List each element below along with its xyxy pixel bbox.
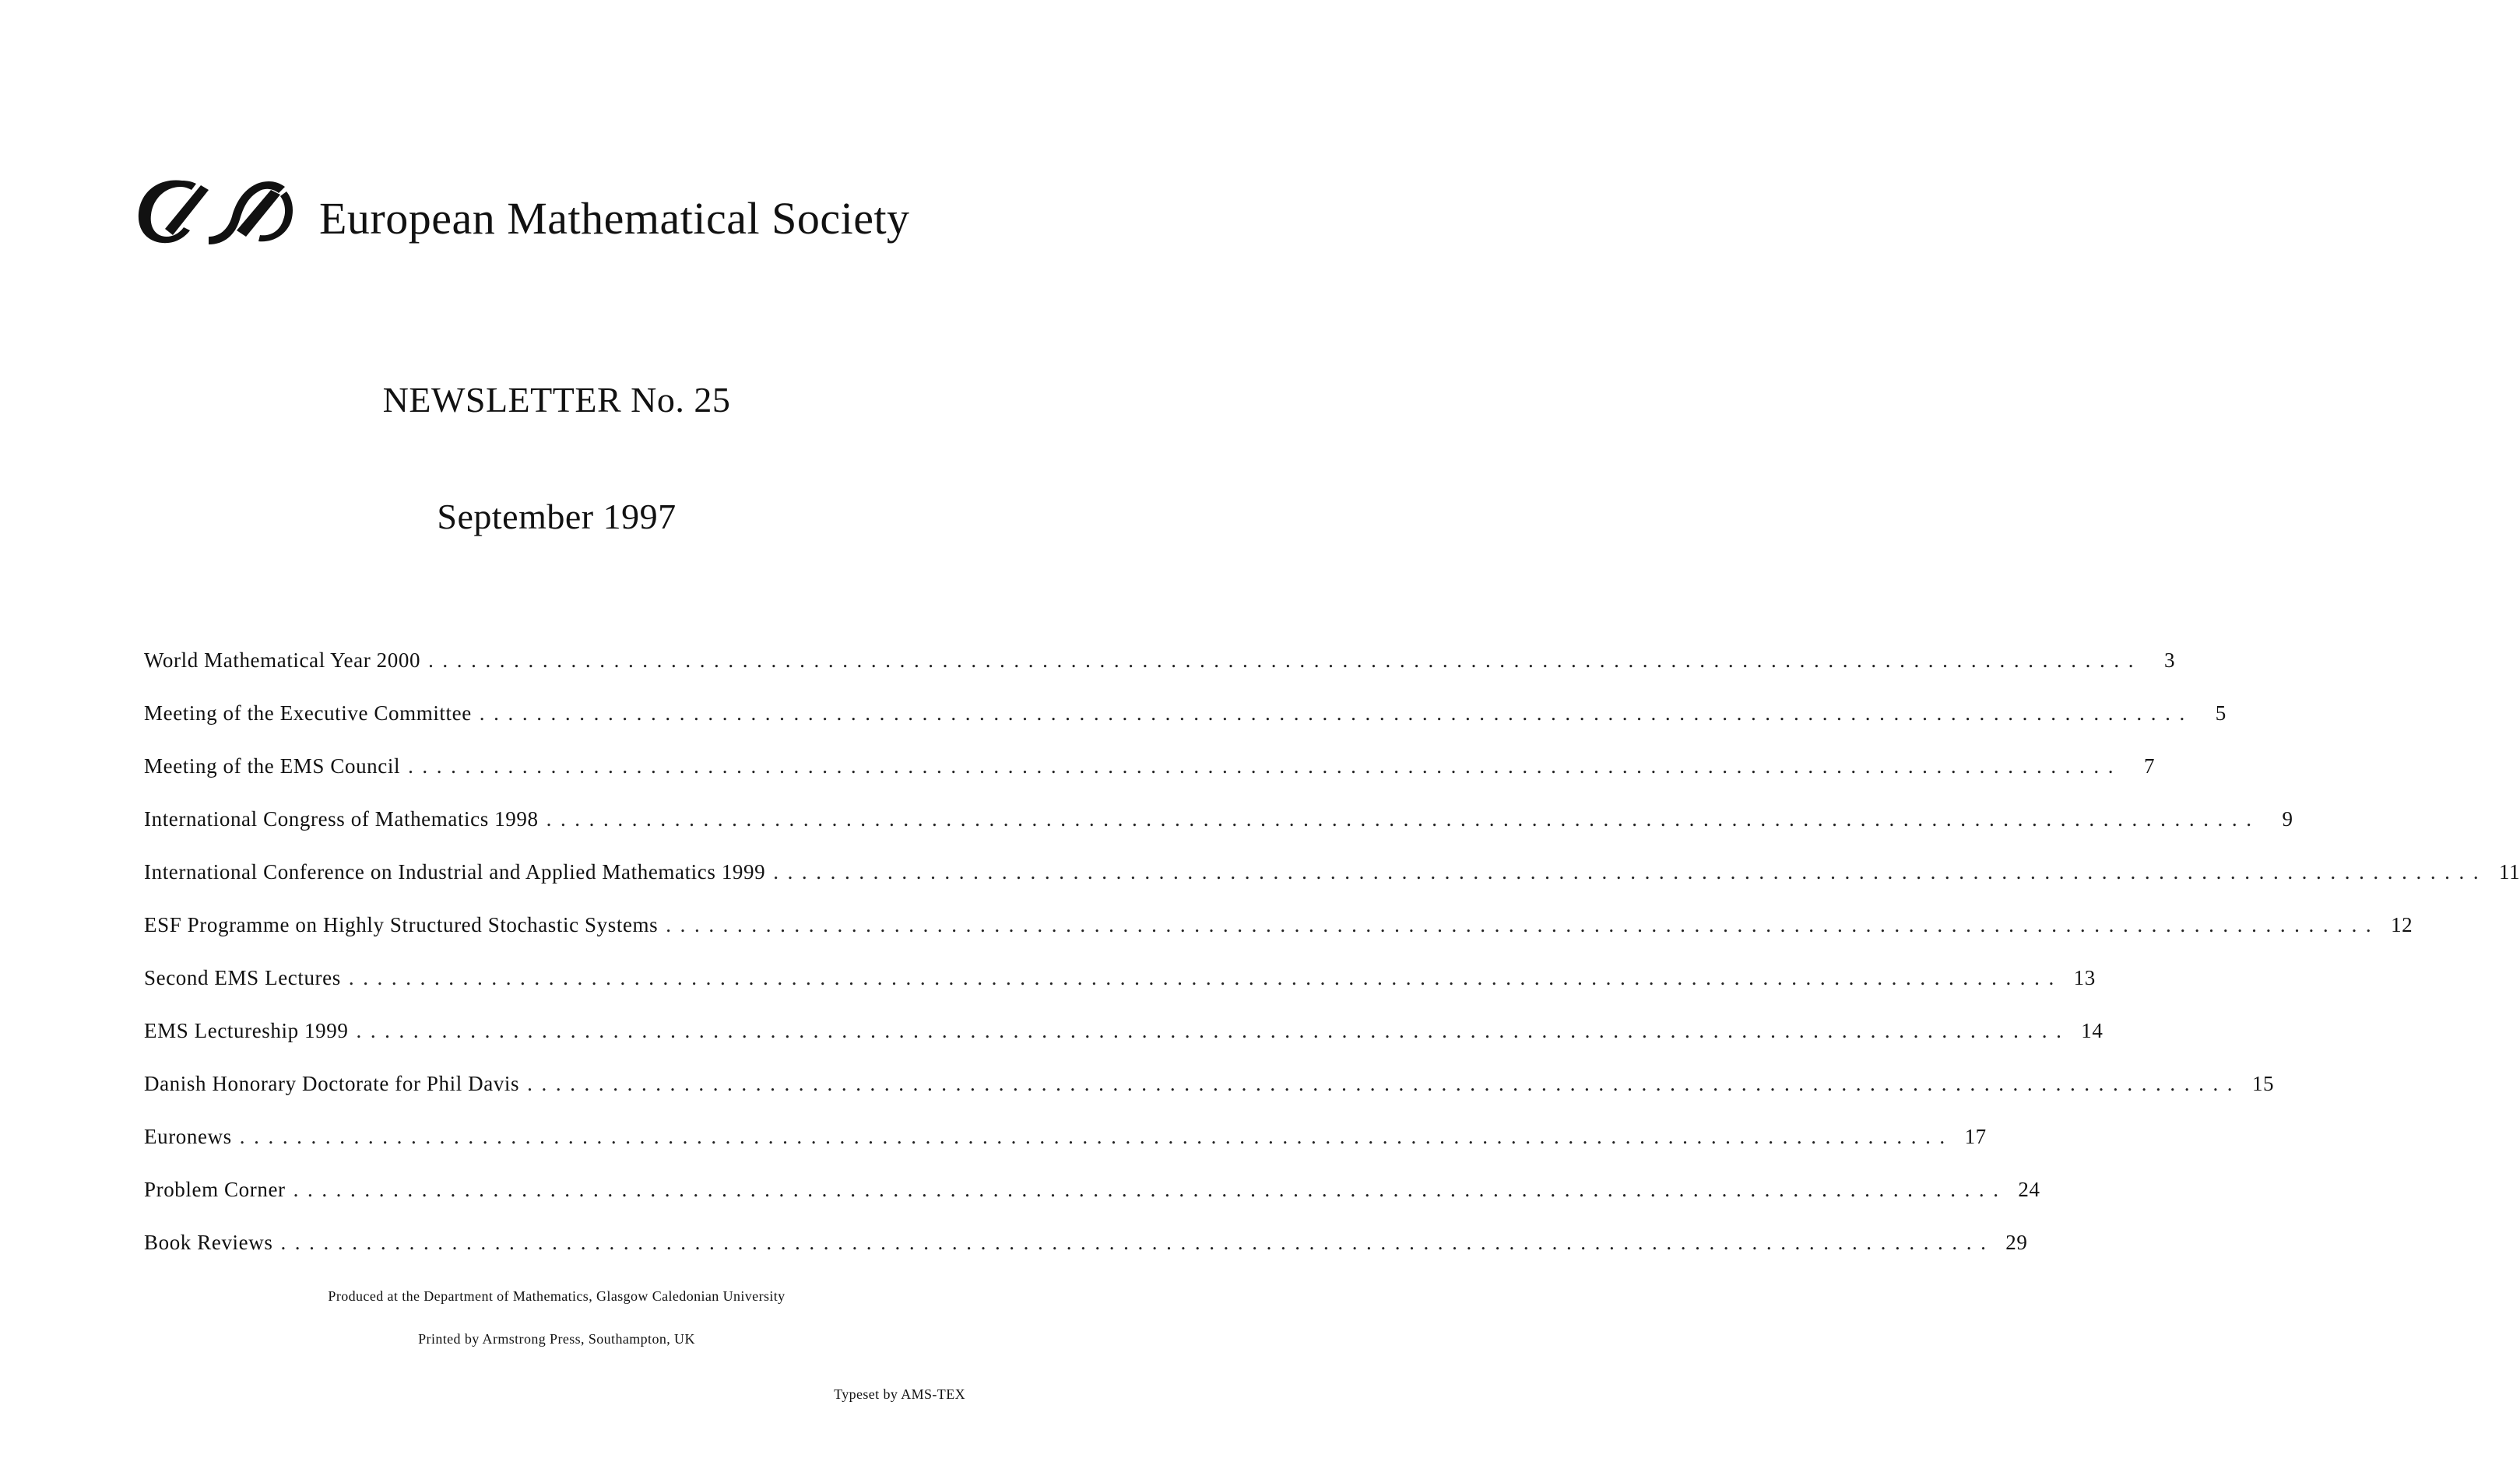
toc-entry-page: 29	[2005, 1231, 2028, 1254]
ems-logo-icon	[134, 173, 297, 249]
toc-dot-leader: ........................................................................................................................	[348, 966, 2063, 989]
toc-entry	[144, 1221, 2028, 1274]
toc-entry-title: Danish Honorary Doctorate for Phil Davis	[144, 1072, 520, 1095]
toc-dot-leader: ........................................................................................................................	[527, 1072, 2242, 1095]
toc-entry	[144, 1115, 1987, 1168]
toc-entry-title: ESF Programme on Highly Structured Stochastic Systems	[144, 913, 659, 936]
toc-entry-title: World Mathematical Year 2000	[144, 648, 421, 672]
toc-entry-title: International Conference on Industrial and Applied Mathematics 1999	[144, 860, 766, 884]
toc-entry-page: 12	[2391, 913, 2413, 936]
toc-dot-leader: ........................................................................................................................	[356, 1019, 2071, 1042]
toc-entry-page: 17	[1964, 1125, 1987, 1148]
table-of-contents	[144, 638, 2520, 1274]
toc-dot-leader: ........................................................................................................................	[280, 1231, 1995, 1254]
toc-entry	[144, 638, 2176, 691]
toc-entry	[144, 797, 2293, 850]
toc-entry-title: Meeting of the EMS Council	[144, 754, 401, 778]
society-name: European Mathematical Society	[319, 193, 910, 244]
toc-entry-title: International Congress of Mathematics 1998	[144, 807, 539, 831]
toc-dot-leader: ........................................................................................................................	[293, 1178, 2008, 1201]
toc-entry-title: Euronews	[144, 1125, 232, 1148]
toc-dot-leader: ........................................................................................................................	[428, 648, 2143, 672]
typeset-credit: Typeset by AMS-TEX	[834, 1386, 965, 1402]
toc-entry-page: 15	[2251, 1072, 2275, 1095]
toc-entry-title: Problem Corner	[144, 1178, 286, 1201]
toc-entry	[144, 956, 2096, 1009]
toc-dot-leader: ........................................................................................................................	[479, 701, 2194, 725]
toc-entry	[144, 691, 2227, 744]
newsletter-title: NEWSLETTER No. 25	[382, 380, 731, 420]
toc-entry	[144, 1168, 2040, 1221]
toc-entry-page: 14	[2081, 1019, 2104, 1042]
toc-entry-title: Meeting of the Executive Committee	[144, 701, 472, 725]
toc-entry	[144, 744, 2156, 797]
printer-credit: Printed by Armstrong Press, Southampton, UK	[418, 1331, 695, 1347]
toc-entry-page: 9	[2282, 807, 2293, 831]
toc-entry	[144, 850, 2520, 903]
toc-entry-page: 5	[2215, 701, 2227, 725]
production-credit: Produced at the Department of Mathematics, Glasgow Caledonian University	[328, 1288, 786, 1304]
toc-entry-page: 24	[2018, 1178, 2040, 1201]
issue-date: September 1997	[437, 497, 677, 536]
toc-dot-leader: ........................................................................................................................	[546, 807, 2261, 831]
toc-dot-leader: ........................................................................................................................	[239, 1125, 1954, 1148]
toc-entry-title: Book Reviews	[144, 1231, 273, 1254]
toc-entry	[144, 1062, 2275, 1115]
toc-entry-title: Second EMS Lectures	[144, 966, 341, 989]
toc-entry	[144, 1009, 2104, 1062]
toc-entry-page: 13	[2073, 966, 2096, 989]
toc-dot-leader: ........................................................................................................................	[408, 754, 2123, 778]
toc-entry-page: 11	[2499, 860, 2520, 884]
toc-entry-page: 3	[2163, 648, 2176, 672]
toc-entry	[144, 903, 2413, 956]
toc-entry-page: 7	[2143, 754, 2156, 778]
toc-entry-title: EMS Lectureship 1999	[144, 1019, 349, 1042]
toc-dot-leader: ........................................................................................................................	[666, 913, 2381, 936]
toc-dot-leader: ........................................................................................................................	[773, 860, 2488, 884]
